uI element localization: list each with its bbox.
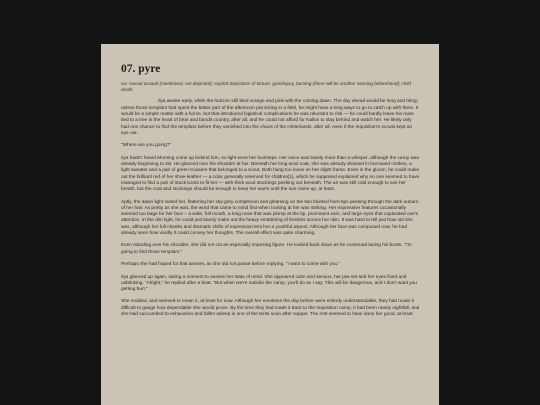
chapter-title: 07. pyre xyxy=(121,63,161,75)
document-page xyxy=(101,44,439,405)
paragraph: Ilya glanced up again, taking a moment to assess her state of mind. She appeared calm and serious, her jaw set and her eyes fixed and unblinking. "Alright," he replied after a beat. "But when we're outside the camp, you'll do as I say. This will be dangerous, and I don't want you getting hurt." xyxy=(121,274,417,293)
content-warning: cw: sexual assault (mentioned, not depicted); explicit depictions of torture, gore/injury, burning (there will be another warning beforehand); child death xyxy=(121,81,411,93)
paragraph: Ilya awoke early, while the horizon still bled orange and pink with the coming dawn. The day ahead would be long and tiring; unless those templars had spent the better part of the afternoon picnicking in a field, he might have a long ways to go to catch up with them. It would be a simple matter with a horse, but that introduced logistical complications he was reluctant to risk — he could hardly leave his mare tied to a tree in the heart of bear and bandit country, after all, and he could not afford for Kallos to stay behind and watch her. He likely only had one chance to find the templars before they vanished into the chaos of the Hinterlands, after all, even if the Inquisition's scouts kept an eye out. xyxy=(121,99,419,136)
paragraph: Aptly, the dawn light suited her, flattering her sky-grey complexion and gleaming on the two blunted horn-tips peeking through the dark auburn of her hair. As pretty as she was, the word that came to mind first when looking at her was striking. Her expressive features occasionally seemed too large for her face – a wide, full mouth, a long nose that was plump at the tip, prominent ears, and large eyes that captivated one's attention. In the dim light, he could just barely make out the heavy smattering of freckles across her skin. It was hard to tell just how old she was, although her full cheeks and dramatic shifts of expression lent her a youthful aspect. Although her face was composed now, he had already seen how vividly it could convey her thoughts. The overall effect was quite charming. xyxy=(121,199,419,237)
paragraph: Ilya hadn't heard Morning come up behind him, so light were her footsteps. Her voice was barely more than a whisper, although the camp was already beginning to stir. He glanced over his shoulder at her. Beneath her long wool coat, she was already dressed in borrowed clothes, a light sweater and a pair of green trousers that belonged to a scout. Both hung too loose on her slight frame. Even in the gloom, he could make out the brilliant red of her shoe-leather — a color generally reserved for children[1], which he supposed explained why no one seemed to have managed to find a pair of stock boots to fit her — with thick wool stockings peeking out beneath. The air was still cold enough to see her breath, but the coat and stockings should be enough to keep her warm until the sun came up, at least. xyxy=(121,155,420,193)
paragraph: She nodded, and seemed to mean it, at least for now. Although her emotions the day before were entirely understandable, they had made it difficult to gauge how dependable she would prove. By the time they had made it back to the Inquisition camp, it had been nearly nightfall, and she had succumbed to exhaustion and fallen asleep in one of the tents soon after supper. The rest seemed to have done her good, at least. xyxy=(121,299,420,318)
paragraph: "Where are you going?" xyxy=(121,143,172,149)
paragraph: Even standing over his shoulder, she did not cut an especially imposing figure. He looked back down as he continued lacing his boots. "I'm going to find those templars." xyxy=(121,243,412,255)
paragraph: Perhaps she had hoped for that answer, as she did not pause before replying. "I want to come with you." xyxy=(121,262,341,268)
